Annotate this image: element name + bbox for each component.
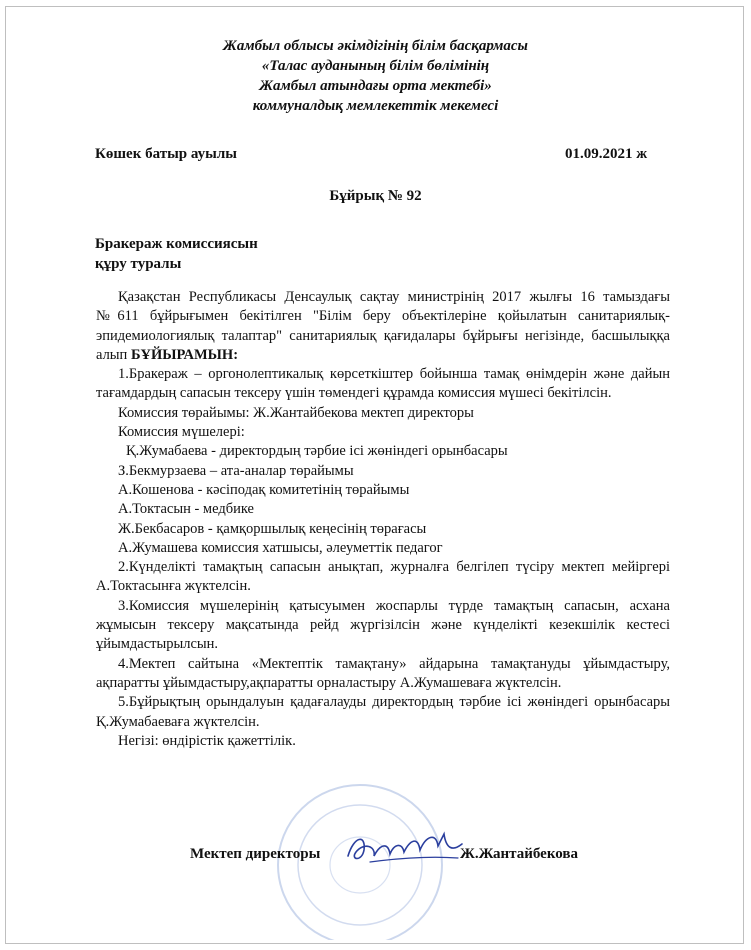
item-5: 5.Бұйрықтың орындалуын қадағалауды директордың тәрбие ісі жөніндегі орынбасары Қ.Жумабаеваға жүктелсін. <box>96 694 670 730</box>
header-line-4: коммуналдық мемлекеттік мекемесі <box>252 98 499 114</box>
header-line-3: Жамбыл атындағы орта мектебі» <box>259 78 492 94</box>
signature-name: Ж.Жантайбекова <box>460 846 579 862</box>
intro-text: Қазақстан Республикасы Денсаулық сақтау министрінің 2017 жылғы 16 тамыздағы №611 бұйрығымен бекітілген "Білім беру объектілеріне қойылатын санитариялық-эпидемиологиялық талаптар" санитариялық қағидалары бұйрығы негізінде, басшылыққа алып <box>96 289 670 363</box>
subject-line-2: құру туралы <box>95 256 182 272</box>
document-header <box>0 36 751 116</box>
member-4: А.Токтасын - медбике <box>118 501 254 518</box>
item-4: 4.Мектеп сайтына «Мектептік тамақтану» айдарына тамақтануды ұйымдастыру, ақпаратты ұйымдастыру,ақпаратты орналастыру А.Жумашеваға жүктелсін. <box>96 655 670 691</box>
intro-decree-word: БҰЙЫРАМЫН: <box>130 346 239 363</box>
place-name: Көшек батыр ауылы <box>95 146 237 162</box>
member-2: З.Бекмурзаева – ата-аналар төрайымы <box>118 462 354 479</box>
header-line-1: Жамбыл облысы әкімдігінің білім басқармасы <box>223 38 528 54</box>
member-6: А.Жумашева комиссия хатшысы, әлеуметтік педагог <box>118 539 443 556</box>
order-subject <box>95 234 258 274</box>
handwritten-signature <box>340 826 470 870</box>
intro-paragraph <box>96 288 670 365</box>
order-title: Бұйрық № 92 <box>329 188 422 204</box>
commission-chair: Комиссия төрайымы: Ж.Жантайбекова мектеп директоры <box>118 404 474 421</box>
signature-title: Мектеп директоры <box>190 846 321 862</box>
item-2: 2.Күнделікті тамақтың сапасын анықтап, журналға белгілеп түсіру мектеп мейіргері А.Токтасынға жүктелсін. <box>96 559 670 595</box>
order-date: 01.09.2021 ж <box>565 146 648 162</box>
item-1: 1.Бракераж – оргонолептикалық көрсеткіштер бойынша тамақ өнімдерін және дайын тағамдардың сапасын тексеру үшін төмендегі құрамда комиссия мүшесі бекітілсін. <box>96 366 670 402</box>
member-5: Ж.Бекбасаров - қамқоршылық кеңесінің төрағасы <box>118 520 427 537</box>
order-body <box>96 288 670 751</box>
header-line-2: «Талас ауданының білім бөлімінің <box>261 58 490 74</box>
member-1: Қ.Жумабаева - директордың тәрбие ісі жөніндегі орынбасары <box>126 443 508 460</box>
basis-line: Негізі: өндірістік қажеттілік. <box>118 732 296 749</box>
member-3: А.Кошенова - кәсіподақ комитетінің төрайымы <box>118 481 410 498</box>
item-3: 3.Комиссия мүшелерінің қатысуымен жоспарлы түрде тамақтың сапасын, асхана жұмысын тексеру мақсатында рейд жүргізілсін және күнделікті кезекшілік кестесі ұйымдастырылсын. <box>96 597 670 653</box>
subject-line-1: Бракераж комиссиясын <box>95 236 258 252</box>
members-label: Комиссия мүшелері: <box>118 424 245 441</box>
